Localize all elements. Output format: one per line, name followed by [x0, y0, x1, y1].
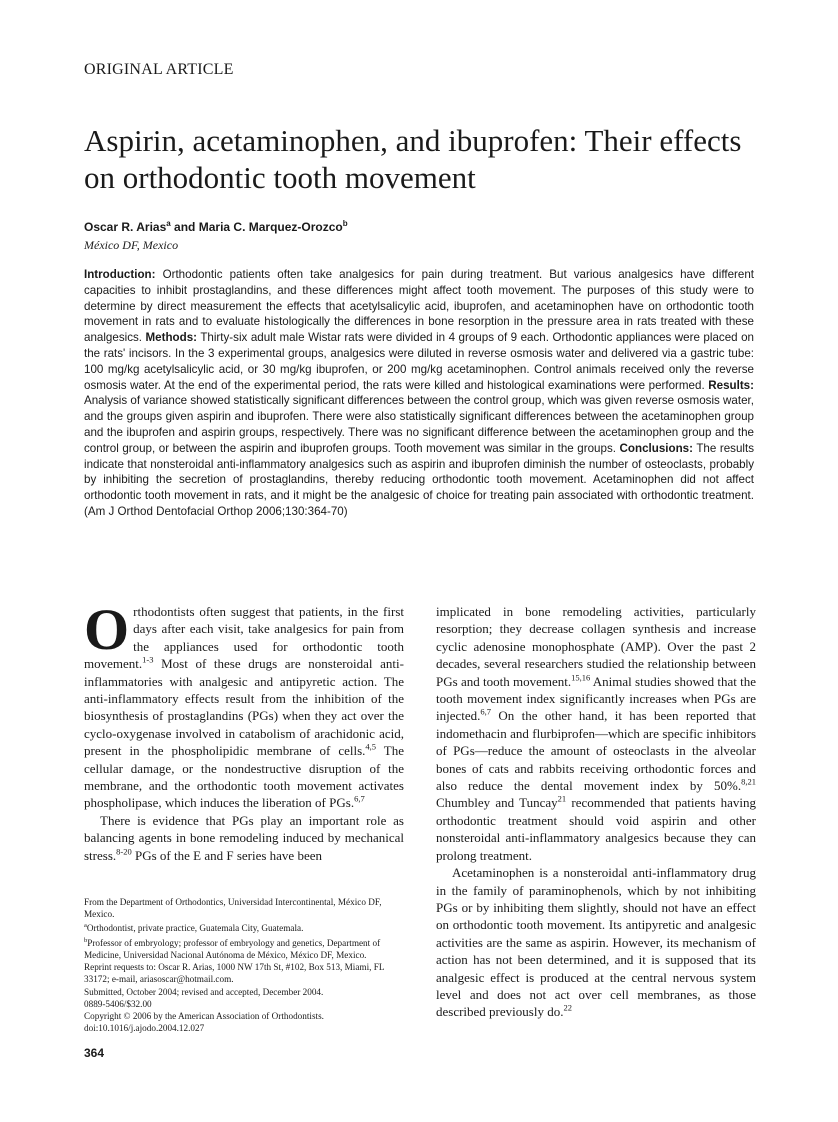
body-text: implicated in bone remodeling activities, particularly resorption; they decrease collagen synthesis and increase cyclic adenosine monophosphate (AMP). Over the past 2 decades, several researchers studied the relationship between PGs and tooth movement.	[436, 604, 756, 689]
author-joiner: and	[170, 220, 199, 234]
section-label: ORIGINAL ARTICLE	[84, 61, 234, 78]
footnote-reprint-requests: Reprint requests to: Oscar R. Arias, 1000 NW 17th St, #102, Box 513, Miami, FL 33172; e-mail, ariasoscar@hotmail.com.	[84, 962, 385, 985]
abstract-heading-results: Results:	[708, 378, 754, 392]
body-text: On the other hand, it has been reported that indomethacin and flurbiprofen—which are specific inhibitors of PGs—reduce the amount of osteoclasts in the alveolar bones of cats and rabbits receiving orthodontic forces and also reduce the dental movement index by 50%.	[436, 708, 756, 794]
body-text: rthodontists often suggest that patients, in the first days after each visit, take analgesics for pain from the appliances used for orthodontic tooth movement.	[84, 604, 404, 672]
body-text: PGs of the E and F series have been	[131, 847, 322, 863]
citation: 1-3	[142, 654, 154, 665]
body-paragraph	[84, 812, 404, 864]
citation: 22	[563, 1003, 572, 1014]
abstract-heading-methods: Methods:	[145, 331, 198, 345]
abstract-heading-conclusions: Conclusions:	[619, 441, 693, 455]
footnote-issn: 0889-5406/$32.00	[84, 998, 152, 1009]
footnote-text: Orthodontist, private practice, Guatemala City, Guatemala.	[86, 923, 304, 934]
abstract-methods-text: Thirty-six adult male Wistar rats were divided in 4 groups of 9 each. Orthodontic appliances were placed on the rats' incisors. In the 3 experimental groups, analgesics were diluted in reverse osmosis water and delivered via a gastric tube: 100 mg/kg acetylsalicylic acid, or 30 mg/kg ibuprofen, or 200 mg/kg acetaminophen. Control animals received only the reverse osmosis water. At the end of the experimental period, the rats were killed and histological examinations were performed.	[84, 331, 754, 392]
body-column-right	[436, 603, 756, 1021]
footnote-submission-dates: Submitted, October 2004; revised and accepted, December 2004.	[84, 986, 324, 997]
citation: 15,16	[571, 672, 591, 683]
body-column-left	[84, 597, 404, 864]
affiliation-marker: b	[84, 936, 88, 944]
body-paragraph	[436, 603, 756, 864]
author-list	[84, 219, 348, 234]
footnote-author-a	[84, 920, 404, 934]
footnote-affiliation: From the Department of Orthodontics, Universidad Intercontinental, México DF, Mexico.	[84, 897, 382, 920]
abstract-introduction-text: Orthodontic patients often take analgesics for pain during treatment. But various analgesics have different capacities to inhibit prostaglandins, and these differences might affect tooth movement. The purposes of this study were to determine by direct measurement the effects that acetylsalicylic acid, ibuprofen, and acetaminophen have on orthodontic tooth movement in rats and to evaluate histologically the differences in bone resorption in the pressure area in rats treated with these analgesics.	[84, 268, 754, 345]
footnote-doi: doi:10.1016/j.ajodo.2004.12.027	[84, 1023, 205, 1034]
abstract-results-text: Analysis of variance showed statistically significant differences between the control group, which was given reverse osmosis water, and the groups given aspirin and ibuprofen. There were also statistically significant differences between the acetaminophen group and the ibuprofen and aspirin groups, respectively. There was no significant difference between the acetaminophen group and the control group, or between the aspirin and ibuprofen groups. Tooth movement was similar in the groups.	[84, 394, 754, 455]
affiliation-marker: a	[166, 219, 171, 228]
author-name: Oscar R. Arias	[84, 220, 167, 234]
citation: 8-20	[116, 846, 132, 857]
author-location: México DF, Mexico	[84, 238, 179, 252]
citation: 8,21	[741, 776, 756, 787]
abstract-heading-introduction: Introduction:	[84, 268, 156, 281]
citation: 21	[557, 794, 567, 805]
body-text: Most of these drugs are nonsteroidal anti-inflammatories with analgesic and antipyretic action. The anti-inflammatory effects result from the inhibition of the biosynthesis of prostaglandins (PGs) when they act over the cyclo-oxygenase involved in catabolism of arachidonic acid, present in the phospholipidic membrane of cells.	[84, 656, 404, 759]
affiliation-marker: a	[84, 922, 87, 930]
article-title: Aspirin, acetaminophen, and ibuprofen: Their effects on orthodontic tooth movement	[84, 123, 742, 195]
body-text: The cellular damage, or the nondestructive disruption of the membrane, and the orthodontic tooth movement activates phospholipase, which induces the liberation of PGs.	[84, 743, 404, 811]
footnote-text: Professor of embryology; professor of embryology and genetics, Department of Medicine, Universidad Nacional Autónoma de México, México DF, Mexico.	[84, 937, 381, 960]
page-number: 364	[84, 1046, 105, 1060]
body-paragraph	[436, 864, 756, 1021]
body-text: There is evidence that PGs play an important role as balancing agents in bone remodeling induced by mechanical stress.	[84, 812, 404, 863]
footnote-copyright: Copyright © 2006 by the American Association of Orthodontists.	[84, 1010, 324, 1021]
drop-cap: O	[84, 597, 130, 662]
body-paragraph	[84, 597, 404, 812]
affiliation-marker: b	[342, 219, 348, 228]
body-text: recommended that patients having orthodontic treatment should void aspirin and other nonsteroidal anti-inflammatory analgesics because they can prolong treatment.	[436, 795, 756, 863]
footnote-author-b	[84, 935, 404, 961]
author-name: Maria C. Marquez-Orozco	[198, 220, 343, 234]
abstract	[84, 267, 754, 520]
abstract-conclusions-text: The results indicate that nonsteroidal anti-inflammatory analgesics such as aspirin and ibuprofen diminish the number of osteoclasts, probably by inhibiting the secretion of prostaglandins, thereby reducing orthodontic tooth movement. Acetaminophen did not affect orthodontic tooth movement in rats, and it might be the analgesic of choice for treating pain associated with orthodontic treatment. (Am J Orthod Dentofacial Orthop 2006;130:364-70)	[84, 441, 754, 518]
body-text: Acetaminophen is a nonsteroidal anti-inflammatory drug in the family of paraminophenols, which by not inhibiting PGs or by inhibiting them slightly, should not have an effect on orthodontic tooth movement. Its antipyretic and analgesic activities are the same as aspirin. However, its mechanism of action has not been determined, and it is supposed that its analgesic effect is produced at the central nervous system level and does not act over cell membranes, as those described previously do.	[436, 865, 756, 1020]
citation: 6,7	[480, 707, 492, 718]
body-text: Animal studies showed that the tooth movement index significantly increases when PGs are injected.	[436, 673, 757, 724]
footnotes	[84, 896, 404, 1034]
citation: 6,7	[354, 794, 365, 805]
body-text: Chumbley and Tuncay	[436, 795, 558, 811]
citation: 4,5	[365, 741, 377, 752]
